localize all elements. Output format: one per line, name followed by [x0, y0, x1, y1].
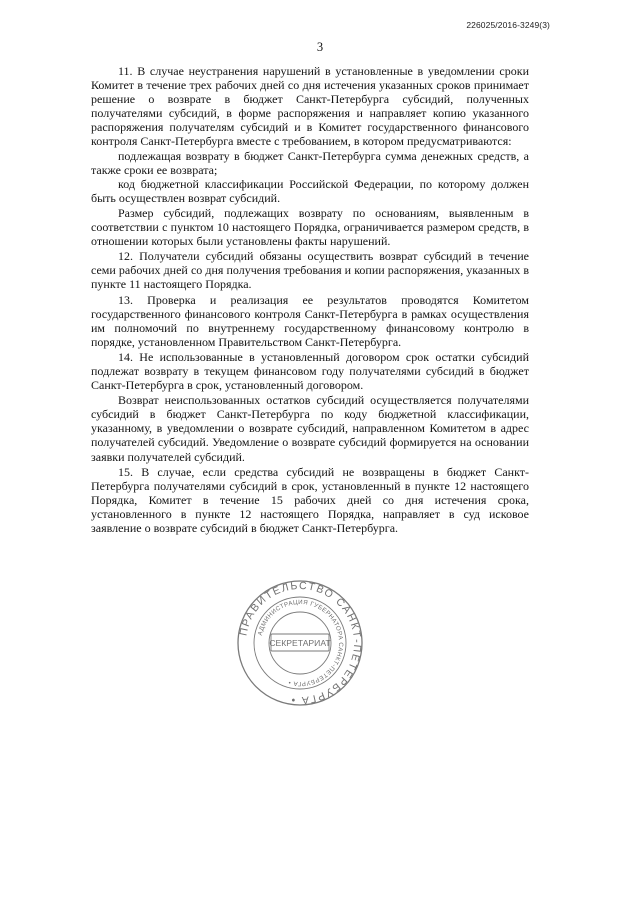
paragraph-11-limit: Размер субсидий, подлежащих возврату по основаниям, выявленным в соответствии с пунктом 10 настоящего Порядка, ограничивается размером средств, в отношении которых были установлены факты нарушений.: [91, 205, 529, 249]
document-registration-number: 226025/2016-3249(3): [466, 20, 550, 30]
seal-center-text: СЕКРЕТАРИАТ: [269, 638, 331, 648]
seal-outer-text: ПРАВИТЕЛЬСТВО САНКТ-ПЕТЕРБУРГА •: [237, 579, 364, 707]
paragraph-14-return: Возврат неиспользованных остатков субсидий осуществляется получателями субсидий в бюджет Санкт-Петербурга по коду бюджетной классификации, указанному, в уведомлении о возврате субсидий, направленном Комитетом в адрес получателей субсидий. Уведомление о возврате субсидий формируется на основании заявки получателей субсидий.: [91, 393, 529, 464]
page-number: 3: [316, 40, 324, 54]
paragraph-11: 11. В случае неустранения нарушений в установленные в уведомлении сроки Комитет в течение трех рабочих дней со дня истечения указанных сроков принимает решение о возврате в бюджет Санкт-Петербурга субсидий, полученных получателями субсидий, в форме распоряжения и направляет копию указанного распоряжения получателям субсидий и в Комитет государственного финансового контроля Санкт-Петербурга вместе с требованием, в котором предусматриваются:: [91, 64, 529, 149]
paragraph-13: 13. Проверка и реализация ее результатов проводятся Комитетом государственного финансового контроля Санкт-Петербурга в рамках осуществления им полномочий по внутреннему государственному финансовому контролю в порядке, установленном Правительством Санкт-Петербурга.: [91, 292, 529, 349]
paragraph-14: 14. Не использованные в установленный договором срок остатки субсидий подлежат возврату в текущем финансовом году получателями субсидий в бюджет Санкт-Петербурга в срок, установленный договором.: [91, 349, 529, 393]
document-body: [91, 64, 529, 535]
seal-inner-text: АДМИНИСТРАЦИЯ ГУБЕРНАТОРА САНКТ-ПЕТЕРБУРГА •: [256, 598, 345, 688]
paragraph-11-item-amount: подлежащая возврату в бюджет Санкт-Петербурга сумма денежных средств, а также сроки ее возврата;: [91, 148, 529, 177]
seal-graphic: [236, 579, 364, 707]
paragraph-12: 12. Получатели субсидий обязаны осуществить возврат субсидий в течение семи рабочих дней со дня получения требования и копии распоряжения, указанных в пункте 11 настоящего Порядка.: [91, 249, 529, 292]
official-seal-stamp: [236, 579, 364, 707]
paragraph-15: 15. В случае, если средства субсидий не возвращены в бюджет Санкт-Петербурга получателями субсидий в срок, установленный в пункте 12 настоящего Порядка, Комитет в течение 15 рабочих дней со дня истечения срока, установленного в пункте 12 настоящего Порядка, направляет в суд исковое заявление о возврате субсидий в бюджет Санкт-Петербурга.: [91, 464, 529, 535]
paragraph-11-item-budget-code: код бюджетной классификации Российской Федерации, по которому должен быть осуществлен возврат субсидий.: [91, 176, 529, 205]
